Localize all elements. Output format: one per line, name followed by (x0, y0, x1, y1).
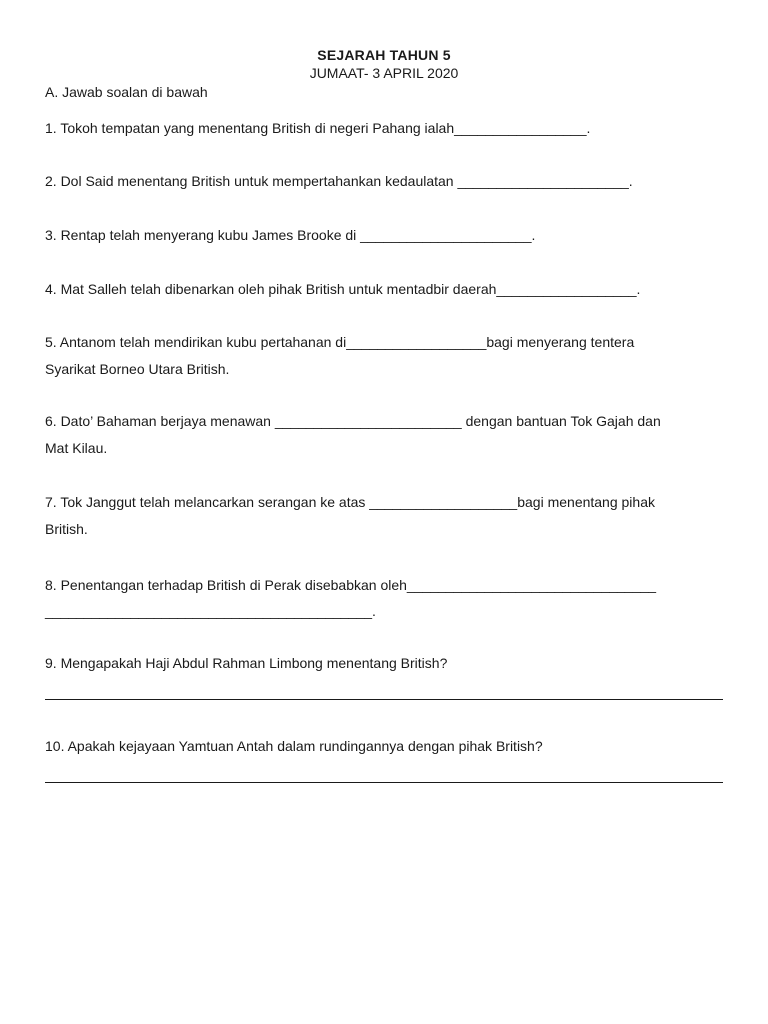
question-8-line-1: 8. Penentangan terhadap British di Perak disebabkan oleh________________________________ (45, 577, 657, 593)
question-3: 3. Rentap telah menyerang kubu James Brooke di ______________________. (45, 227, 536, 243)
question-8-line-2: __________________________________________. (45, 603, 376, 619)
question-6-line-1: 6. Dato’ Bahaman berjaya menawan ________________________ dengan bantuan Tok Gajah dan (45, 413, 661, 429)
question-5-line-1: 5. Antanom telah mendirikan kubu pertahanan di__________________bagi menyerang tentera (45, 334, 635, 350)
worksheet-title: SEJARAH TAHUN 5 (317, 47, 451, 63)
question-5-line-2: Syarikat Borneo Utara British. (45, 361, 230, 377)
worksheet-date: JUMAAT- 3 APRIL 2020 (309, 65, 459, 81)
question-7-line-2: British. (45, 521, 88, 537)
question-10: 10. Apakah kejayaan Yamtuan Antah dalam rundingannya dengan pihak British? (45, 738, 543, 754)
question-2: 2. Dol Said menentang British untuk mempertahankan kedaulatan ______________________. (45, 173, 633, 189)
question-4: 4. Mat Salleh telah dibenarkan oleh pihak British untuk mentadbir daerah__________________. (45, 281, 641, 297)
question-1: 1. Tokoh tempatan yang menentang British di negeri Pahang ialah_________________. (45, 120, 591, 136)
question-7-line-1: 7. Tok Janggut telah melancarkan serangan ke atas ___________________bagi menentang pihak (45, 494, 655, 510)
section-instruction: A. Jawab soalan di bawah (45, 84, 208, 100)
question-9: 9. Mengapakah Haji Abdul Rahman Limbong menentang British? (45, 655, 448, 671)
question-6-line-2: Mat Kilau. (45, 440, 108, 456)
answer-line-10[interactable] (45, 782, 723, 783)
answer-line-9[interactable] (45, 699, 723, 700)
